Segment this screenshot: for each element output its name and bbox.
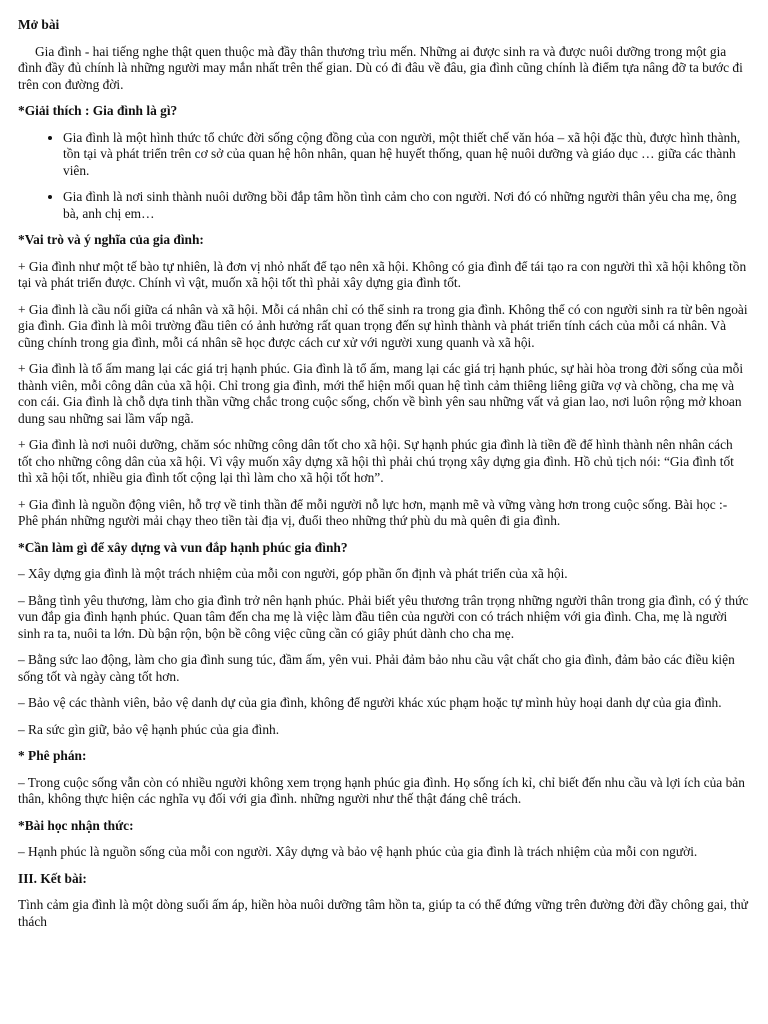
todo-paragraph: – Bằng sức lao động, làm cho gia đình sung túc, đầm ấm, yên vui. Phải đảm bảo nhu cầu vật chất cho gia đình, đảm bảo các điều kiện sống tốt và ngày càng tốt hơn. (18, 652, 735, 684)
bullet-item: • Gia đình là một hình thức tổ chức đời sống cộng đồng của con người, một thiết chế văn hóa – xã hội đặc thù, được hình thành, tồn tại và phát triển trên cơ sở của quan hệ hôn nhân, quan hệ huyết thống, quan hệ nuôi dưỡng và giáo dục … giữa các thành viên. (63, 130, 750, 180)
role-paragraph: + Gia đình là nơi nuôi dưỡng, chăm sóc những công dân tốt cho xã hội. Sự hạnh phúc gia đình là tiền đề để hình thành nên nhân cách tốt cho những công dân của xã hội. Vì vậy muốn xây dựng xã hội thì phải chú trọng xây dựng gia đình. Hồ chủ tịch nói: “Gia đình tốt thì xã hội tốt, nhiều gia đình tốt cộng lại thì làm cho xã hội tốt hơn”. (18, 437, 734, 485)
critique-heading: * Phê phán: (18, 748, 87, 763)
critique-paragraph: – Trong cuộc sống vẫn còn có nhiều người không xem trọng hạnh phúc gia đình. Họ sống ích kỉ, chỉ biết đến nhu cầu và lợi ích của bản thân, không thực hiện các nghĩa vụ đối với gia đình. những người như thế thật đáng chê trách. (18, 774, 745, 806)
lesson-heading: *Bài học nhận thức: (18, 817, 134, 833)
bullet-item: • Gia đình là nơi sinh thành nuôi dưỡng bồi đắp tâm hồn tình cảm cho con người. Nơi đó có những người thân yêu cha mẹ, ông bà, anh chị em… (63, 189, 750, 222)
todo-paragraph: – Ra sức gìn giữ, bảo vệ hạnh phúc của gia đình. (18, 721, 280, 737)
todo-paragraph: – Bảo vệ các thành viên, bảo vệ danh dự của gia đình, không để người khác xúc phạm hoặc tự mình hủy hoại danh dự của gia đình. (18, 695, 722, 710)
role-paragraph: + Gia đình là nguồn động viên, hỗ trợ về tinh thần để mỗi người nỗ lực hơn, mạnh mẽ và vững vàng hơn trong cuộc sống. Bài học :- Phê phán những người mải chạy theo tiền tài địa vị, đuổi theo những thứ phù du mà quên đi gia đình. (18, 496, 728, 528)
conclusion-heading: III. Kết bài: (18, 870, 87, 886)
role-paragraph: + Gia đình là cầu nối giữa cá nhân và xã hội. Mỗi cá nhân chỉ có thể sinh ra trong gia đình. Không thể có con người sinh ra từ bên ngoài gia đình. Gia đình là môi trường đầu tiên có ảnh hưởng rất quan trọng đến sự hình thành và phát triển tính cách của mỗi cá nhân. Và cũng chính trong gia đình, mỗi cá nhân sẽ học được cách cư xử với người xung quanh và xã hội. (18, 301, 748, 350)
lesson-paragraph: – Hạnh phúc là nguồn sống của mỗi con người. Xây dựng và bảo vệ hạnh phúc của gia đình là trách nhiệm của mỗi con người. (18, 844, 698, 859)
intro-paragraph: Gia đình - hai tiếng nghe thật quen thuộc mà đầy thân thương trìu mến. Những ai được sinh ra và được nuôi dưỡng trong một gia đình đầy đủ chính là những người may mắn nhất trên thế gian. Dù có đi đâu về đâu, gia đình cũng chính là điểm tựa nâng đỡ ta bước đi trên con đường đời. (18, 43, 743, 92)
conclusion-paragraph: Tình cảm gia đình là một dòng suối ấm áp, hiền hòa nuôi dưỡng tâm hồn ta, giúp ta có thể đứng vững trên đường đời đầy chông gai, thử thách (18, 897, 748, 929)
explain-bullet-list (18, 130, 750, 223)
role-paragraph: + Gia đình như một tế bào tự nhiên, là đơn vị nhỏ nhất để tạo nên xã hội. Không có gia đình để tái tạo ra con người thì xã hội không tồn tại và phát triển được. Chính vì vật, muốn xã hội tốt thì phải xây dựng gia đình tốt. (18, 258, 747, 290)
intro-heading: Mở bài (18, 17, 60, 32)
todo-paragraph: – Bằng tình yêu thương, làm cho gia đình trở nên hạnh phúc. Phải biết yêu thương trân trọng những người thân trong gia đình, có ý thức vun đắp gia đình hạnh phúc. Quan tâm đến cha mẹ là việc làm đầu tiên của người con có trách nhiệm với gia đình. Cha, mẹ là người sinh ra ta, nuôi ta lớn. Dù bận rộn, bộn bề công việc cũng cần có giây phút dành cho cha mẹ. (18, 592, 749, 641)
role-paragraph: + Gia đình là tổ ấm mang lại các giá trị hạnh phúc. Gia đình là tổ ấm, mang lại các giá trị hạnh phúc, sự hài hòa trong đời sống của mỗi thành viên, mỗi công dân của xã hội. Chỉ trong gia đình, mới thể hiện mối quan hệ tình cảm thiêng liêng giữa vợ và chồng, cha mẹ và con cái. Gia đình là chỗ dựa tinh thần vững chắc trong cuộc sống, chốn về bình yên sau những vất vả gian lao, nơi luôn rộng mở khoan dung sau những sai lầm vấp ngã. (18, 361, 744, 426)
todo-paragraph: – Xây dựng gia đình là một trách nhiệm của mỗi con người, góp phần ổn định và phát triển của xã hội. (18, 566, 568, 581)
role-heading: *Vai trò và ý nghĩa của gia đình: (18, 232, 204, 247)
todo-heading: *Cần làm gì để xây dựng và vun đắp hạnh phúc gia đình? (18, 539, 348, 555)
explain-heading: *Giải thích : Gia đình là gì? (18, 103, 178, 118)
